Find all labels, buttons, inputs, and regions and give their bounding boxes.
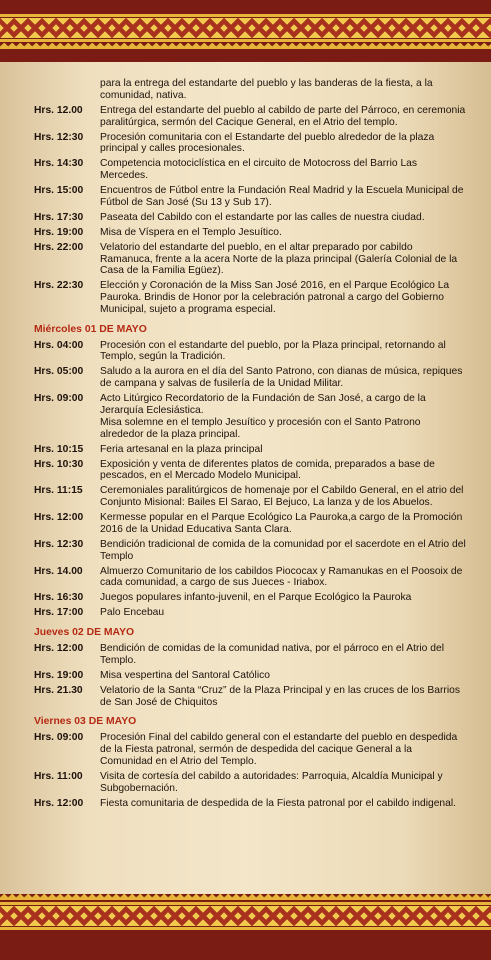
event-row <box>34 212 466 224</box>
event-time: Hrs. 05:00 <box>34 366 84 378</box>
event-time: Hrs. 17:00 <box>34 607 84 619</box>
event-description: Paseata del Cabildo con el estandarte por las calles de nuestra ciudad. <box>100 211 425 223</box>
event-description: Velatorio del estandarte del pueblo, en el altar preparado por cabildo Ramanuca, frente a la acera Norte de la plaza principal (Galería Colonial de la Casa de la Familia Egüez). <box>100 241 458 277</box>
event-description: Juegos populares infanto-juvenil, en el Parque Ecológico la Pauroka <box>100 592 412 604</box>
event-time: Hrs. 22:00 <box>34 241 84 253</box>
event-row <box>34 444 466 456</box>
event-description: Fiesta comunitaria de despedida de la Fiesta patronal por el cabildo indigenal. <box>100 797 457 809</box>
event-time: Hrs. 17:30 <box>34 211 84 223</box>
event-description-extra: Misa solemne en el templo Jesuítico y procesión con el Santo Patrono alrededor de la plaza principal. <box>100 416 421 440</box>
event-row <box>34 227 466 239</box>
event-time: Hrs. 14:30 <box>34 158 84 170</box>
event-description: Palo Encebau <box>100 607 165 619</box>
event-row <box>34 185 466 209</box>
event-description: Bendición tradicional de comida de la comunidad por el sacerdote en el Atrio del Templo <box>100 538 466 562</box>
event-description: Procesión comunitaria con el Estandarte del pueblo alrededor de la plaza principal y calles procesionales. <box>100 131 435 155</box>
event-description: Procesión Final del cabildo general con el estandarte del pueblo en despedida de la Fiesta patronal, sermón de despedida del cacique General a la Comunidad en el Atrio del Templo. <box>100 732 458 767</box>
event-description: Almuerzo Comunitario de los cabildos Piococax y Ramanukas en el Poosoix de cada comunidad, a cargo de sus Jueces - Iriabox. <box>100 565 463 589</box>
event-list <box>34 643 466 708</box>
top-decorative-border <box>0 0 491 62</box>
event-time: Hrs. 15:00 <box>34 185 84 197</box>
event-row <box>34 732 466 767</box>
event-row <box>34 607 466 619</box>
event-time: Hrs. 21.30 <box>34 684 83 696</box>
event-time: Hrs. 10:15 <box>34 443 84 455</box>
event-row <box>34 771 466 795</box>
event-description: Bendición de comidas de la comunidad nativa, por el párroco en el Atrio del Templo. <box>100 643 445 666</box>
event-row <box>34 539 466 563</box>
event-time: Hrs. 12:30 <box>34 538 84 550</box>
event-description: Elección y Coronación de la Miss San José 2016, en el Parque Ecológico La Pauroka. Brindis de Honor por la celebración patronal a cargo del Gobierno Municipal, sujeto a programa especial. <box>100 280 450 316</box>
event-list <box>34 105 466 316</box>
event-row <box>34 242 466 277</box>
event-description: Feria artesanal en la plaza principal <box>100 443 263 455</box>
event-row <box>34 485 466 509</box>
event-description: Velatorio de la Santa “Cruz” de la Plaza Principal y en las cruces de los Barrios de San José de Chiquitos <box>100 684 460 708</box>
schedule-section <box>34 78 466 316</box>
event-time: Hrs. 09:00 <box>34 393 84 405</box>
schedule-section <box>34 324 466 619</box>
event-row <box>34 393 466 440</box>
event-row <box>34 670 466 682</box>
intro-text: para la entrega del estandarte del pueblo y las banderas de la fiesta, a la comunidad, nativa. <box>100 78 433 101</box>
event-list <box>34 732 466 809</box>
event-row <box>34 158 466 182</box>
event-time: Hrs. 14.00 <box>34 565 83 577</box>
event-description: Misa vespertina del Santoral Católico <box>100 669 270 681</box>
event-row <box>34 643 466 667</box>
event-list <box>34 340 466 620</box>
event-time: Hrs. 19:00 <box>34 226 84 238</box>
event-row <box>34 592 466 604</box>
event-row <box>34 798 466 810</box>
event-row <box>34 685 466 709</box>
event-time: Hrs. 12:00 <box>34 512 84 524</box>
event-time: Hrs. 11:15 <box>34 485 83 497</box>
bottom-decorative-border <box>0 894 491 960</box>
event-time: Hrs. 09:00 <box>34 732 84 744</box>
event-description: Visita de cortesía del cabildo a autoridades: Parroquia, Alcaldía Municipal y Subgobernación. <box>100 770 443 794</box>
event-description: Kermesse popular en el Parque Ecológico La Pauroka,a cargo de la Promoción 2016 de la Unidad Educativa Santa Clara. <box>100 512 463 535</box>
event-time: Hrs. 12.00 <box>34 104 83 116</box>
event-time: Hrs. 16:30 <box>34 592 84 604</box>
event-description: Competencia motociclística en el circuito de Motocross del Barrio Las Mercedes. <box>100 158 418 182</box>
event-time: Hrs. 11:00 <box>34 770 83 782</box>
event-row <box>34 340 466 364</box>
day-heading: Viernes 03 DE MAYO <box>34 716 137 728</box>
event-row <box>34 132 466 156</box>
event-row <box>34 280 466 315</box>
event-description: Ceremoniales paralitúrgicos de homenaje por el Cabildo General, en el atrio del Conjunto Misional: Bailes El Sarao, El Bejuco, La lanza y de los Abuelos. <box>100 485 464 509</box>
schedule-intro-row <box>34 78 466 102</box>
schedule-section <box>34 627 466 708</box>
event-row <box>34 105 466 129</box>
schedule-content <box>34 78 466 813</box>
event-description: Exposición y venta de diferentes platos de comida, preparados a base de pescados, en el Mercado Modelo Municipal. <box>100 458 435 482</box>
day-heading: Jueves 02 DE MAYO <box>34 627 135 639</box>
event-time: Hrs. 12:30 <box>34 131 84 143</box>
event-description: Encuentros de Fútbol entre la Fundación Real Madrid y la Escuela Municipal de Fútbol de San José (Su 13 y Sub 17). <box>100 185 464 208</box>
event-row <box>34 459 466 483</box>
event-time: Hrs. 22:30 <box>34 280 84 292</box>
event-description: Saludo a la aurora en el día del Santo Patrono, con dianas de música, repiques de campana y salvas de fusilería de la Unidad Militar. <box>100 366 463 390</box>
event-time: Hrs. 10:30 <box>34 458 84 470</box>
event-row <box>34 512 466 536</box>
schedule-section <box>34 716 466 809</box>
event-row <box>34 566 466 590</box>
event-time: Hrs. 12:00 <box>34 643 84 655</box>
event-time: Hrs. 04:00 <box>34 339 84 351</box>
event-description: Acto Litúrgico Recordatorio de la Fundación de San José, a cargo de la Jerarquía Eclesiástica. <box>100 393 426 416</box>
event-time: Hrs. 19:00 <box>34 669 84 681</box>
event-row <box>34 366 466 390</box>
event-time: Hrs. 12:00 <box>34 797 84 809</box>
day-heading: Miércoles 01 DE MAYO <box>34 323 147 335</box>
event-description: Misa de Víspera en el Templo Jesuítico. <box>100 226 282 238</box>
event-description: Entrega del estandarte del pueblo al cabildo de parte del Párroco, en ceremonia paralitúrgica, sermón del Cacique General, en el Atrio del templo. <box>100 104 466 128</box>
event-description: Procesión con el estandarte del pueblo, por la Plaza principal, retornando al Templo, según la Tradición. <box>100 339 446 363</box>
